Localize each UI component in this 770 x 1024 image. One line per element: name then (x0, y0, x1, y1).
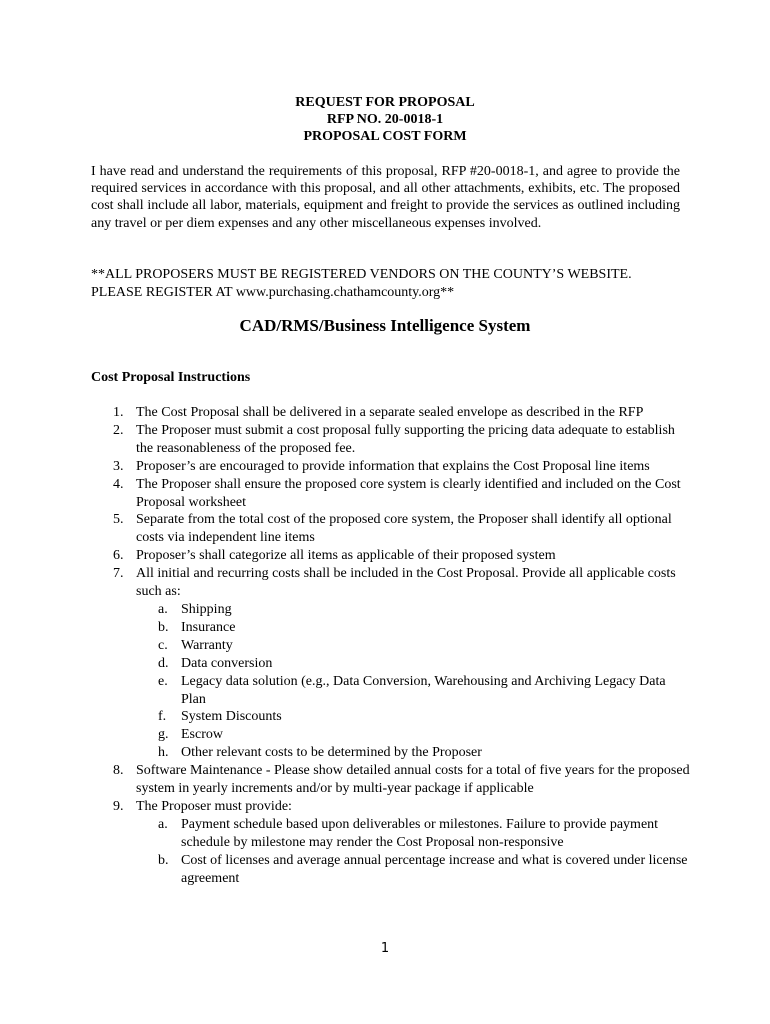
item-text: The Cost Proposal shall be delivered in a separate sealed envelope as described in the RFP (136, 405, 644, 420)
list-item (91, 458, 691, 476)
item-number: 8. (113, 763, 124, 779)
instructions-heading: Cost Proposal Instructions (91, 370, 251, 385)
registration-notice (91, 266, 691, 301)
sub-letter: a. (158, 816, 168, 832)
item-text: All initial and recurring costs shall be included in the Cost Proposal. Provide all applicable costs such as: (136, 566, 676, 600)
item-number: 7. (113, 566, 124, 582)
sub-text: Data conversion (181, 655, 273, 671)
item-text: Proposer’s shall categorize all items as applicable of their proposed system (136, 548, 556, 564)
item-text: The Proposer must submit a cost proposal fully supporting the pricing data adequate to establish the reasonableness of the proposed fee. (136, 422, 675, 456)
sub-text: Shipping (181, 601, 232, 617)
list-item (91, 798, 691, 888)
item-text: The Proposer must provide: (136, 798, 292, 814)
sub-text: Other relevant costs to be determined by the Proposer (181, 745, 482, 761)
sublist-item (136, 673, 691, 709)
intro-paragraph: I have read and understand the requirements of this proposal, RFP #20-0018-1, and agree to provide the required services in accordance with this proposal, and all other attachments, exhibits, etc. The proposed cost shall include all labor, materials, equipment and freight to provide the services as outlined including any travel or per diem expenses and any other miscellaneous expenses involved. (91, 164, 680, 231)
sub-text: Cost of licenses and average annual percentage increase and what is covered under license agreement (181, 852, 688, 886)
sub-letter: d. (158, 655, 169, 671)
sub-letter: a. (158, 601, 168, 617)
item-number: 5. (113, 512, 124, 528)
item-text: Separate from the total cost of the proposed core system, the Proposer shall identify all optional costs via independent line items (136, 512, 672, 546)
list-item (91, 547, 691, 565)
sublist-item (136, 619, 691, 637)
sub-letter: e. (158, 673, 168, 689)
sub-text: Insurance (181, 619, 236, 635)
rfp-number: RFP NO. 20-0018-1 (326, 112, 444, 127)
document-header (0, 94, 770, 145)
sub-letter: c. (158, 637, 168, 653)
sublist-item (136, 637, 691, 655)
list-item (91, 422, 691, 458)
sublist-item (136, 655, 691, 673)
sublist-item (136, 726, 691, 744)
form-title: PROPOSAL COST FORM (303, 129, 467, 144)
item-text: Proposer’s are encouraged to provide information that explains the Cost Proposal line items (136, 458, 650, 474)
sub-text: System Discounts (181, 709, 282, 725)
sub-letter: b. (158, 619, 169, 635)
sub-text: Warranty (181, 637, 233, 653)
provide-sublist (136, 816, 691, 888)
sublist-item (136, 708, 691, 726)
cost-types-sublist (136, 601, 691, 762)
list-item (91, 476, 691, 512)
sub-letter: h. (158, 745, 169, 761)
sublist-item (136, 852, 691, 888)
item-number: 1. (113, 405, 124, 420)
header-title: REQUEST FOR PROPOSAL (295, 95, 475, 110)
sub-letter: b. (158, 852, 169, 868)
list-item (91, 511, 691, 547)
registration-line-1: **ALL PROPOSERS MUST BE REGISTERED VENDORS ON THE COUNTY’S WEBSITE. (91, 267, 632, 282)
sub-text: Escrow (181, 727, 223, 743)
list-item (91, 762, 691, 798)
sub-letter: f. (158, 709, 167, 725)
sublist-item (136, 744, 691, 762)
sublist-item (136, 601, 691, 619)
item-number: 4. (113, 476, 124, 492)
item-number: 9. (113, 798, 124, 814)
instructions-list (91, 404, 691, 887)
sub-letter: g. (158, 727, 169, 743)
sublist-item (136, 816, 691, 852)
sub-text: Payment schedule based upon deliverables or milestones. Failure to provide payment schedule by milestone may render the Cost Proposal non-responsive (181, 816, 659, 850)
item-text: The Proposer shall ensure the proposed core system is clearly identified and included on the Cost Proposal worksheet (136, 476, 681, 510)
sub-text: Legacy data solution (e.g., Data Conversion, Warehousing and Archiving Legacy Data Plan (181, 673, 666, 707)
item-number: 3. (113, 458, 124, 474)
registration-line-2: PLEASE REGISTER AT www.purchasing.chathamcounty.org** (91, 284, 455, 300)
page-number: 1 (380, 941, 390, 956)
item-text: Software Maintenance - Please show detailed annual costs for a total of five years for the proposed system in yearly increments and/or by multi-year package if applicable (136, 763, 690, 797)
list-item (91, 565, 691, 762)
system-title: CAD/RMS/Business Intelligence System (239, 316, 531, 335)
item-number: 2. (113, 422, 124, 438)
item-number: 6. (113, 548, 124, 564)
list-item (91, 404, 691, 422)
